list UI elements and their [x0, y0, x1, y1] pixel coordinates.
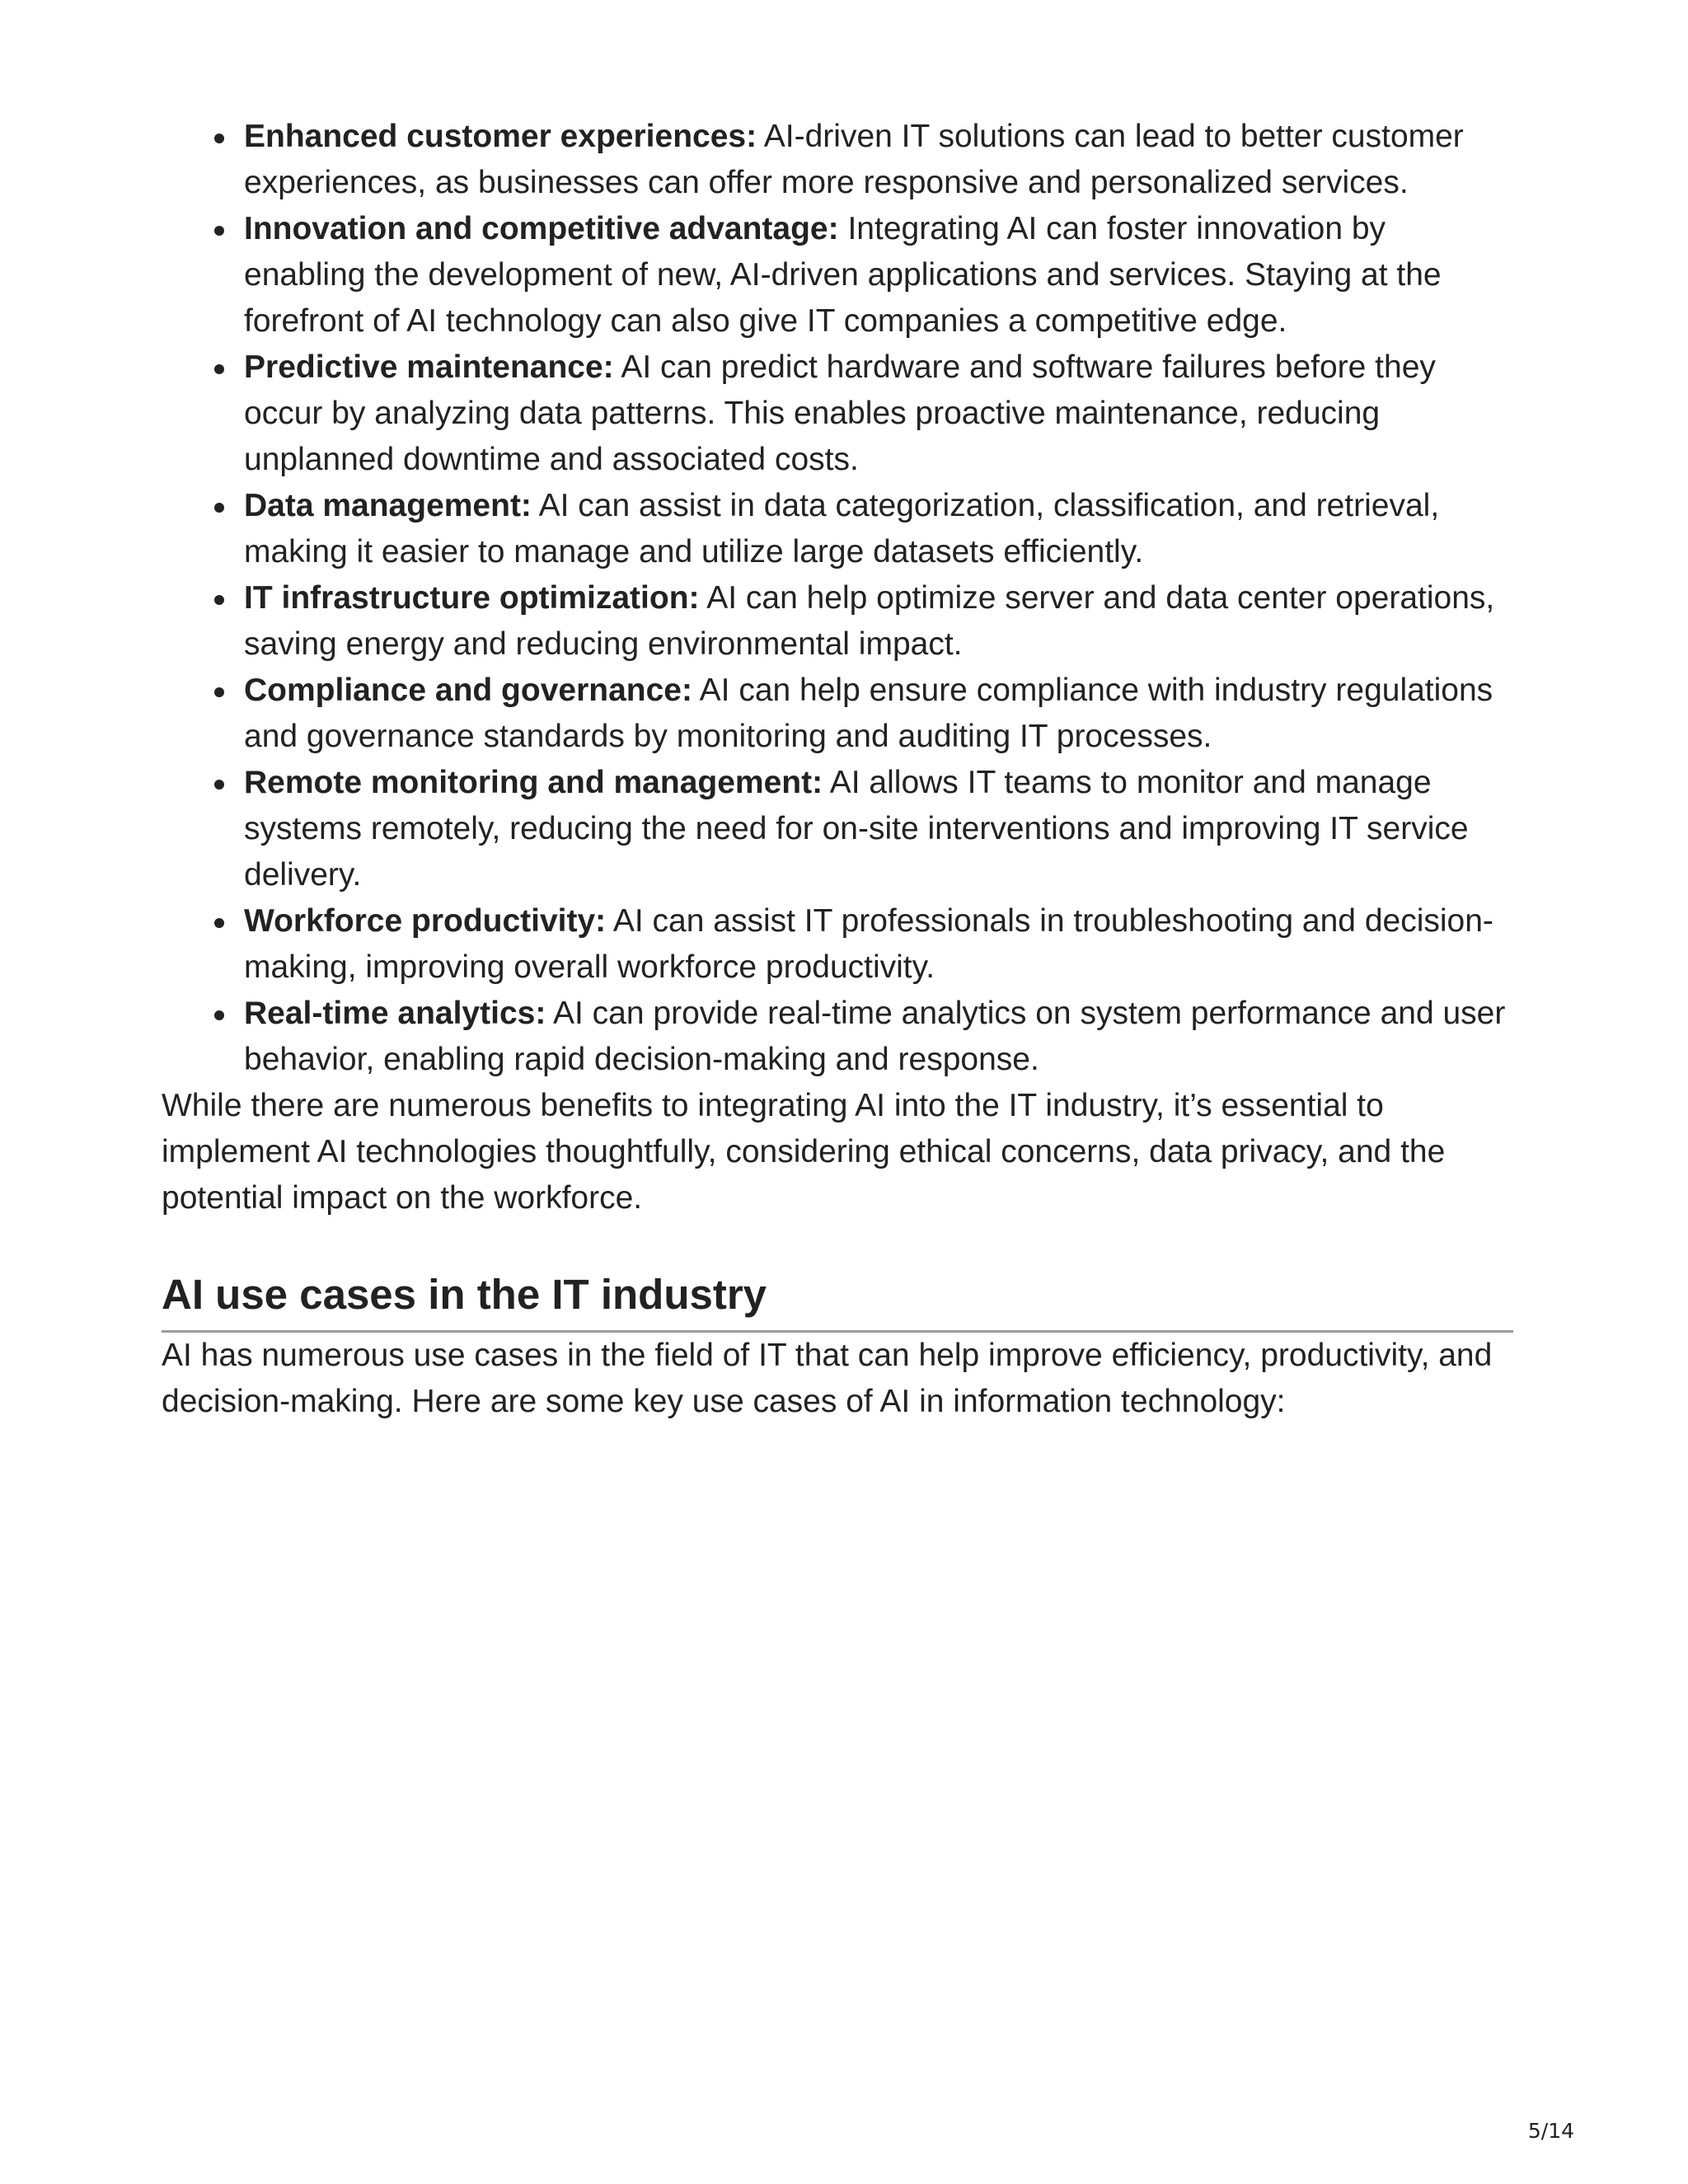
- list-item: [244, 114, 1513, 206]
- list-item-text: AI can help ensure compliance with industry regulations and governance standards by monitoring and auditing IT processes.: [244, 673, 1493, 754]
- list-item: [244, 344, 1513, 483]
- closing-paragraph: While there are numerous benefits to integrating AI into the IT industry, it’s essential to implement AI technologies thoughtfully, considering ethical concerns, data privacy, and the potential impact on the workforce.: [162, 1088, 1446, 1216]
- document-body: [162, 114, 1513, 1425]
- list-item-text: AI can assist IT professionals in troubleshooting and decision-making, improving overall workforce productivity.: [244, 903, 1493, 985]
- page-number: 5/14: [1527, 2119, 1574, 2143]
- list-item: [244, 575, 1513, 668]
- list-item-term: Innovation and competitive advantage:: [244, 211, 839, 246]
- list-item-term: Enhanced customer experiences:: [244, 119, 757, 154]
- list-item-text: AI can assist in data categorization, classification, and retrieval, making it easier to manage and utilize large datasets efficiently.: [244, 488, 1440, 569]
- list-item-text: AI can provide real-time analytics on system performance and user behavior, enabling rapid decision-making and response.: [244, 996, 1506, 1077]
- list-item: [244, 668, 1513, 760]
- list-item-term: Compliance and governance:: [244, 673, 692, 708]
- list-item-text: Integrating AI can foster innovation by enabling the development of new, AI-driven applications and services. Staying at the forefront of AI technology can also give IT companies a competitive edge.: [244, 211, 1442, 339]
- list-item: [244, 898, 1513, 991]
- list-item-term: IT infrastructure optimization:: [244, 580, 700, 616]
- list-item-term: Predictive maintenance:: [244, 349, 614, 385]
- list-item: [244, 206, 1513, 344]
- section-intro-paragraph: AI has numerous use cases in the field of IT that can help improve efficiency, productivity, and decision-making. Here are some key use cases of AI in information technology:: [162, 1338, 1493, 1419]
- benefits-list: [162, 114, 1513, 1083]
- list-item-text: AI can predict hardware and software failures before they occur by analyzing data patterns. This enables proactive maintenance, reducing unplanned downtime and associated costs.: [244, 349, 1436, 477]
- list-item: [244, 760, 1513, 898]
- list-item-term: Real-time analytics:: [244, 996, 546, 1031]
- list-item-term: Data management:: [244, 488, 532, 523]
- list-item-text: AI-driven IT solutions can lead to better customer experiences, as businesses can offer more responsive and personalized services.: [244, 119, 1464, 200]
- list-item-term: Workforce productivity:: [244, 903, 607, 939]
- list-item-text: AI can help optimize server and data center operations, saving energy and reducing environmental impact.: [244, 580, 1495, 662]
- list-item-text: AI allows IT teams to monitor and manage systems remotely, reducing the need for on-site interventions and improving IT service delivery.: [244, 765, 1469, 893]
- list-item: [244, 483, 1513, 575]
- list-item-term: Remote monitoring and management:: [244, 765, 823, 800]
- list-item: [244, 991, 1513, 1083]
- section-heading: AI use cases in the IT industry: [162, 1268, 1513, 1333]
